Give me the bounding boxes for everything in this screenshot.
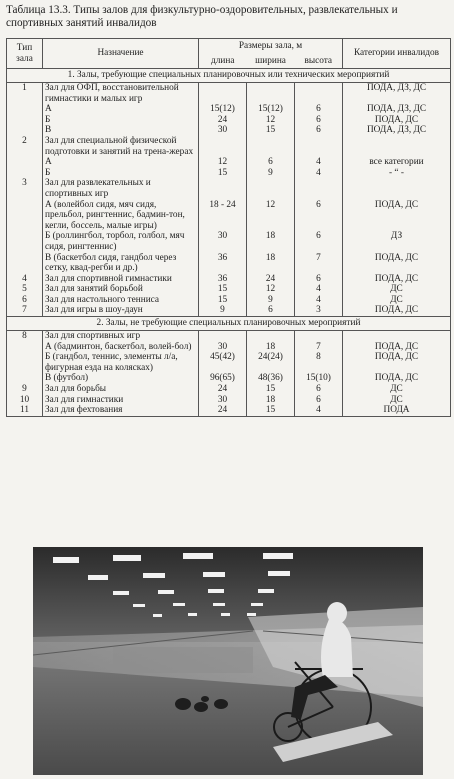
hall-purpose: Зал для развлекательных и спортивных игр	[43, 178, 199, 199]
hall-height: 4	[295, 168, 343, 179]
table-row	[7, 231, 451, 252]
hall-height: 6	[295, 274, 343, 285]
hall-width	[247, 178, 295, 199]
hall-number	[7, 200, 43, 232]
hall-number: 3	[7, 178, 43, 199]
hall-width: 15	[247, 125, 295, 136]
hall-length: 15(12)	[199, 104, 247, 115]
hall-purpose: Зал для занятий борьбой	[43, 284, 199, 295]
hall-number	[7, 125, 43, 136]
table-row	[7, 342, 451, 353]
header-width: ширина	[247, 55, 295, 69]
hall-purpose: Б	[43, 168, 199, 179]
disability-category: ПОДА, ДЗ, ДС	[343, 104, 451, 115]
hall-purpose: А	[43, 157, 199, 168]
hall-height	[295, 331, 343, 342]
table-row	[7, 168, 451, 179]
table-row	[7, 125, 451, 136]
hall-length	[199, 136, 247, 157]
hall-length	[199, 178, 247, 199]
disability-category: ПОДА, ДС	[343, 200, 451, 232]
caption-line-2: спортивных занятий инвалидов	[6, 17, 157, 29]
hall-length: 15	[199, 168, 247, 179]
hall-purpose: Зал для гимнастики	[43, 395, 199, 406]
header-height: высота	[295, 55, 343, 69]
disability-category: ПОДА, ДС	[343, 342, 451, 353]
table-row	[7, 83, 451, 105]
hall-purpose: Зал для фехтования	[43, 405, 199, 416]
disability-category: ДС	[343, 295, 451, 306]
header-length: длина	[199, 55, 247, 69]
disability-category: ПОДА, ДЗ, ДС	[343, 83, 451, 105]
hall-height: 4	[295, 157, 343, 168]
hall-height: 4	[295, 405, 343, 416]
hall-purpose: В	[43, 125, 199, 136]
hall-width: 12	[247, 115, 295, 126]
hall-purpose: А (волейбол сидя, мяч сидя, прельбол, рингтеннис, бадмин-тон, кегли, боссель, малые игры)	[43, 200, 199, 232]
disability-category: ПОДА, ДС	[343, 253, 451, 274]
hall-height: 6	[295, 200, 343, 232]
disability-category: ПОДА, ДС	[343, 274, 451, 285]
disability-category: ДС	[343, 384, 451, 395]
hall-height: 7	[295, 342, 343, 353]
hall-length: 36	[199, 274, 247, 285]
disability-category: ДЗ	[343, 231, 451, 252]
table-row	[7, 352, 451, 373]
hall-length: 96(65)	[199, 373, 247, 384]
hall-width: 12	[247, 284, 295, 295]
hall-height: 3	[295, 305, 343, 316]
disability-category: - “ -	[343, 168, 451, 179]
hall-width: 6	[247, 157, 295, 168]
hall-length: 24	[199, 384, 247, 395]
disability-category	[343, 178, 451, 199]
table-row	[7, 253, 451, 274]
hall-number	[7, 253, 43, 274]
header-category: Категории инвалидов	[343, 39, 451, 69]
halls-table	[6, 38, 451, 417]
table-row	[7, 274, 451, 285]
header-purpose: Назначение	[43, 39, 199, 69]
hall-purpose: Б (гандбол, теннис, элементы л/а, фигурная езда на колясках)	[43, 352, 199, 373]
hall-number	[7, 231, 43, 252]
hall-purpose: Зал для специальной физической подготовки и занятий на трена-жерах	[43, 136, 199, 157]
disability-category: ПОДА, ДС	[343, 115, 451, 126]
hall-width: 24	[247, 274, 295, 285]
hall-number: 10	[7, 395, 43, 406]
hall-purpose: Зал для игры в шоу-даун	[43, 305, 199, 316]
hall-number: 1	[7, 83, 43, 105]
hall-purpose: Б (роллингбол, торбол, голбол, мяч сидя, рингтеннис)	[43, 231, 199, 252]
hall-width: 15(12)	[247, 104, 295, 115]
hall-length: 30	[199, 342, 247, 353]
hall-purpose: Зал для настольного тенниса	[43, 295, 199, 306]
hall-length: 30	[199, 125, 247, 136]
hall-width	[247, 136, 295, 157]
section-2-body	[7, 317, 451, 417]
hall-width: 9	[247, 295, 295, 306]
hall-number: 8	[7, 331, 43, 342]
hall-height: 6	[295, 104, 343, 115]
hall-height: 6	[295, 231, 343, 252]
table-row	[7, 305, 451, 316]
hall-number	[7, 352, 43, 373]
hall-height: 7	[295, 253, 343, 274]
hall-length: 12	[199, 157, 247, 168]
hall-height: 6	[295, 125, 343, 136]
hall-length: 15	[199, 295, 247, 306]
table-caption	[6, 4, 450, 30]
hall-width: 18	[247, 231, 295, 252]
table-row	[7, 284, 451, 295]
hall-number	[7, 342, 43, 353]
hall-length: 45(42)	[199, 352, 247, 373]
hall-length: 15	[199, 284, 247, 295]
disability-category: ПОДА, ДС	[343, 305, 451, 316]
hall-width: 9	[247, 168, 295, 179]
disability-category: ПОДА, ДЗ, ДС	[343, 125, 451, 136]
hall-number	[7, 115, 43, 126]
section-2-title: 2. Залы, не требующие специальных планировочных мероприятий	[7, 317, 451, 331]
hall-number: 5	[7, 284, 43, 295]
hall-number	[7, 168, 43, 179]
disability-category: ПОДА	[343, 405, 451, 416]
table-row	[7, 178, 451, 199]
hall-width: 18	[247, 395, 295, 406]
hall-width: 24(24)	[247, 352, 295, 373]
hall-purpose: В (футбол)	[43, 373, 199, 384]
hall-height: 15(10)	[295, 373, 343, 384]
disability-category: ПОДА, ДС	[343, 352, 451, 373]
table-row	[7, 104, 451, 115]
hall-length: 30	[199, 231, 247, 252]
hall-height: 6	[295, 115, 343, 126]
hall-purpose: А	[43, 104, 199, 115]
hall-height: 8	[295, 352, 343, 373]
header-type: Тип зала	[7, 39, 43, 69]
hall-number: 4	[7, 274, 43, 285]
section-1-body	[7, 69, 451, 317]
hall-width: 12	[247, 200, 295, 232]
section-1-title: 1. Залы, требующие специальных планировочных или технических мероприятий	[7, 69, 451, 83]
hall-length: 24	[199, 405, 247, 416]
hall-purpose: Б	[43, 115, 199, 126]
hall-purpose: Зал для ОФП, восстановительной гимнастики и малых игр	[43, 83, 199, 105]
table-row	[7, 115, 451, 126]
hall-width	[247, 83, 295, 105]
hall-length	[199, 331, 247, 342]
hall-height	[295, 83, 343, 105]
hall-number: 11	[7, 405, 43, 416]
table-row	[7, 157, 451, 168]
hall-number: 6	[7, 295, 43, 306]
caption-line-1: Таблица 13.3. Типы залов для физкультурно-оздоровительных, развлекательных и	[6, 4, 398, 16]
hall-number: 9	[7, 384, 43, 395]
table-row	[7, 384, 451, 395]
hall-number	[7, 157, 43, 168]
hall-number	[7, 104, 43, 115]
table-row	[7, 331, 451, 342]
hall-length: 24	[199, 115, 247, 126]
disability-category	[343, 331, 451, 342]
disability-category: все категории	[343, 157, 451, 168]
hall-purpose: Зал для спортивных игр	[43, 331, 199, 342]
hall-height	[295, 136, 343, 157]
table-row	[7, 295, 451, 306]
hall-purpose: Зал для спортивной гимнастики	[43, 274, 199, 285]
hall-width	[247, 331, 295, 342]
hall-width: 6	[247, 305, 295, 316]
table-row	[7, 395, 451, 406]
hall-number: 2	[7, 136, 43, 157]
hall-width: 18	[247, 342, 295, 353]
table-row	[7, 136, 451, 157]
hall-number: 7	[7, 305, 43, 316]
hall-height: 4	[295, 284, 343, 295]
hall-purpose: Зал для борьбы	[43, 384, 199, 395]
hall-length: 36	[199, 253, 247, 274]
hall-width: 15	[247, 384, 295, 395]
hall-height: 6	[295, 395, 343, 406]
disability-category: ДС	[343, 284, 451, 295]
hall-purpose: В (баскетбол сидя, гандбол через сетку, квад-регби и др.)	[43, 253, 199, 274]
hall-height: 4	[295, 295, 343, 306]
hall-width: 48(36)	[247, 373, 295, 384]
table-row	[7, 373, 451, 384]
disability-category: ПОДА, ДС	[343, 373, 451, 384]
header-dims: Размеры зала, м	[199, 39, 343, 55]
hall-length: 9	[199, 305, 247, 316]
hall-length	[199, 83, 247, 105]
table-row	[7, 405, 451, 416]
hall-number	[7, 373, 43, 384]
hall-height: 6	[295, 384, 343, 395]
table-row	[7, 200, 451, 232]
hall-width: 18	[247, 253, 295, 274]
wheelchair-bowling-photo	[33, 547, 423, 775]
disability-category	[343, 136, 451, 157]
hall-height	[295, 178, 343, 199]
hall-length: 18 - 24	[199, 200, 247, 232]
hall-width: 15	[247, 405, 295, 416]
disability-category: ДС	[343, 395, 451, 406]
hall-length: 30	[199, 395, 247, 406]
hall-purpose: А (бадминтон, баскетбол, волей-бол)	[43, 342, 199, 353]
